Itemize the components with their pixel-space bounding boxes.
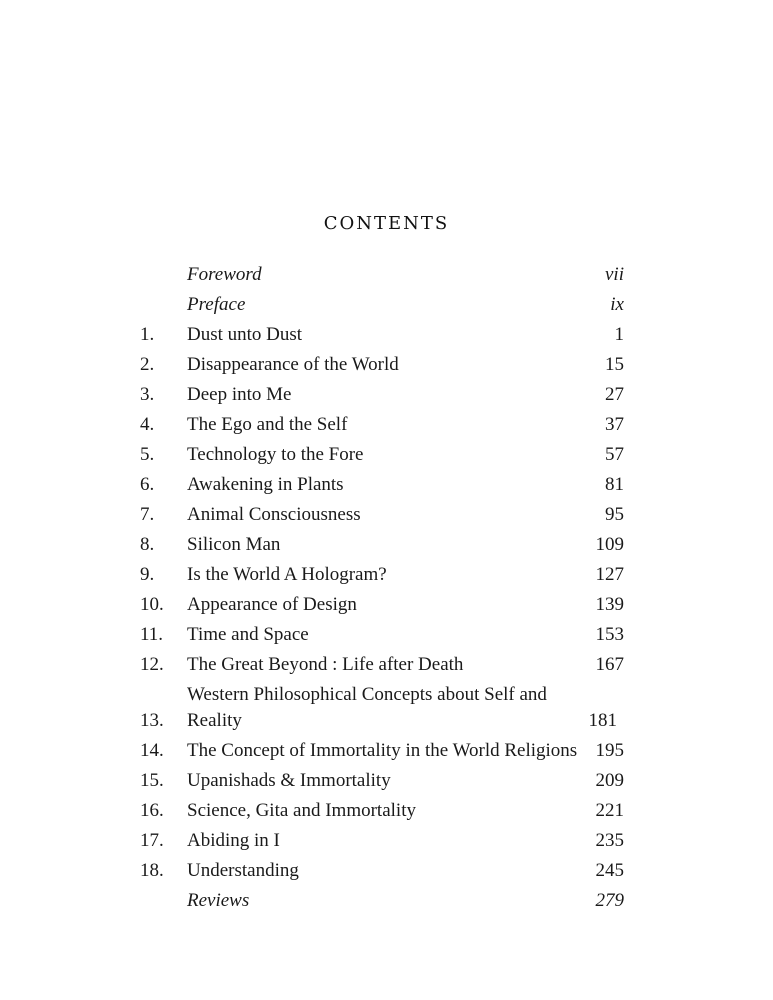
toc-entry-title: Abiding in I [187, 830, 280, 851]
toc-entry-title: Understanding [187, 860, 299, 881]
toc-entry-number: 5. [140, 444, 155, 465]
toc-entry [140, 292, 624, 318]
toc-entry-title: The Concept of Immortality in the World Religions [187, 740, 578, 761]
toc-entry [140, 442, 624, 468]
toc-entry-page: 235 [595, 830, 624, 851]
toc-entry [140, 322, 624, 348]
toc-entry [140, 652, 624, 678]
toc-entry-page: 27 [605, 384, 624, 405]
toc-entry-page: 279 [595, 890, 624, 911]
toc-entry [140, 352, 624, 378]
toc-entry-page: 195 [595, 740, 624, 761]
toc-entry [140, 262, 624, 288]
toc-entry-number: 4. [140, 414, 155, 435]
toc-entry [140, 502, 624, 528]
toc-entry-page: 139 [595, 594, 624, 615]
toc-entry [140, 412, 624, 438]
toc-entry-number: 2. [140, 354, 155, 375]
toc-entry [140, 828, 624, 854]
toc-entry-page: 57 [605, 444, 624, 465]
toc-entry [140, 768, 624, 794]
toc-entry-number: 1. [140, 324, 155, 345]
toc-entry-page: 81 [605, 474, 624, 495]
toc-entry-number: 17. [140, 830, 164, 851]
toc-entry-number: 13. [140, 710, 164, 731]
toc-entry [140, 532, 624, 558]
toc-entry-number: 16. [140, 800, 164, 821]
toc-entry-page: 37 [605, 414, 624, 435]
toc-entry-page: 181 [588, 710, 617, 731]
toc-entry-number: 11. [140, 624, 164, 645]
toc-entry-number: 9. [140, 564, 155, 585]
toc-entry [140, 858, 624, 884]
toc-entry-title: The Great Beyond : Life after Death [187, 654, 464, 675]
toc-entry [140, 798, 624, 824]
toc-entry [140, 682, 624, 734]
toc-entry-page: 95 [605, 504, 624, 525]
toc-entry-page: 15 [605, 354, 624, 375]
toc-entry-title: Dust unto Dust [187, 324, 303, 345]
toc-entry-number: 8. [140, 534, 155, 555]
toc-entry-page: 153 [595, 624, 624, 645]
toc-entry-number: 10. [140, 594, 164, 615]
toc-entry [140, 592, 624, 618]
toc-entry-page: 221 [595, 800, 624, 821]
toc-entry-number: 14. [140, 740, 164, 761]
toc-entry-title: Disappearance of the World [187, 354, 399, 375]
toc-entry-page: 167 [595, 654, 624, 675]
toc-entry-page: vii [605, 264, 624, 285]
toc-entry-number: 3. [140, 384, 155, 405]
toc-entry-title: Silicon Man [187, 534, 281, 555]
toc-entry [140, 622, 624, 648]
toc-entry-title: Upanishads & Immortality [187, 770, 391, 791]
toc-entry-page: 245 [595, 860, 624, 881]
toc-entry-number: 12. [140, 654, 164, 675]
toc-entry-title: Reviews [187, 890, 250, 911]
toc-entry [140, 562, 624, 588]
toc-entry-title: Is the World A Hologram? [187, 564, 387, 585]
toc-list [140, 262, 624, 918]
toc-entry-title: Preface [187, 294, 246, 315]
toc-entry-page: ix [610, 294, 624, 315]
toc-entry-title: Western Philosophical Concepts about Self and Reality [187, 684, 547, 731]
toc-entry-page: 1 [614, 324, 624, 345]
toc-entry-number: 6. [140, 474, 155, 495]
toc-entry-page: 109 [595, 534, 624, 555]
toc-entry [140, 738, 624, 764]
page-title: CONTENTS [323, 213, 450, 234]
toc-entry-title: Foreword [187, 264, 262, 285]
toc-entry-title: Science, Gita and Immortality [187, 800, 416, 821]
toc-entry-title: Time and Space [187, 624, 309, 645]
toc-entry [140, 888, 624, 914]
toc-entry-title: Deep into Me [187, 384, 292, 405]
toc-entry-number: 15. [140, 770, 164, 791]
toc-entry-title: The Ego and the Self [187, 414, 348, 435]
toc-entry-title: Animal Consciousness [187, 504, 361, 525]
toc-entry-title: Technology to the Fore [187, 444, 364, 465]
toc-entry-page: 209 [595, 770, 624, 791]
toc-entry [140, 382, 624, 408]
toc-entry-number: 7. [140, 504, 155, 525]
toc-entry-title: Awakening in Plants [187, 474, 344, 495]
toc-entry-number: 18. [140, 860, 164, 881]
toc-entry-title: Appearance of Design [187, 594, 357, 615]
toc-entry [140, 472, 624, 498]
toc-entry-page: 127 [595, 564, 624, 585]
